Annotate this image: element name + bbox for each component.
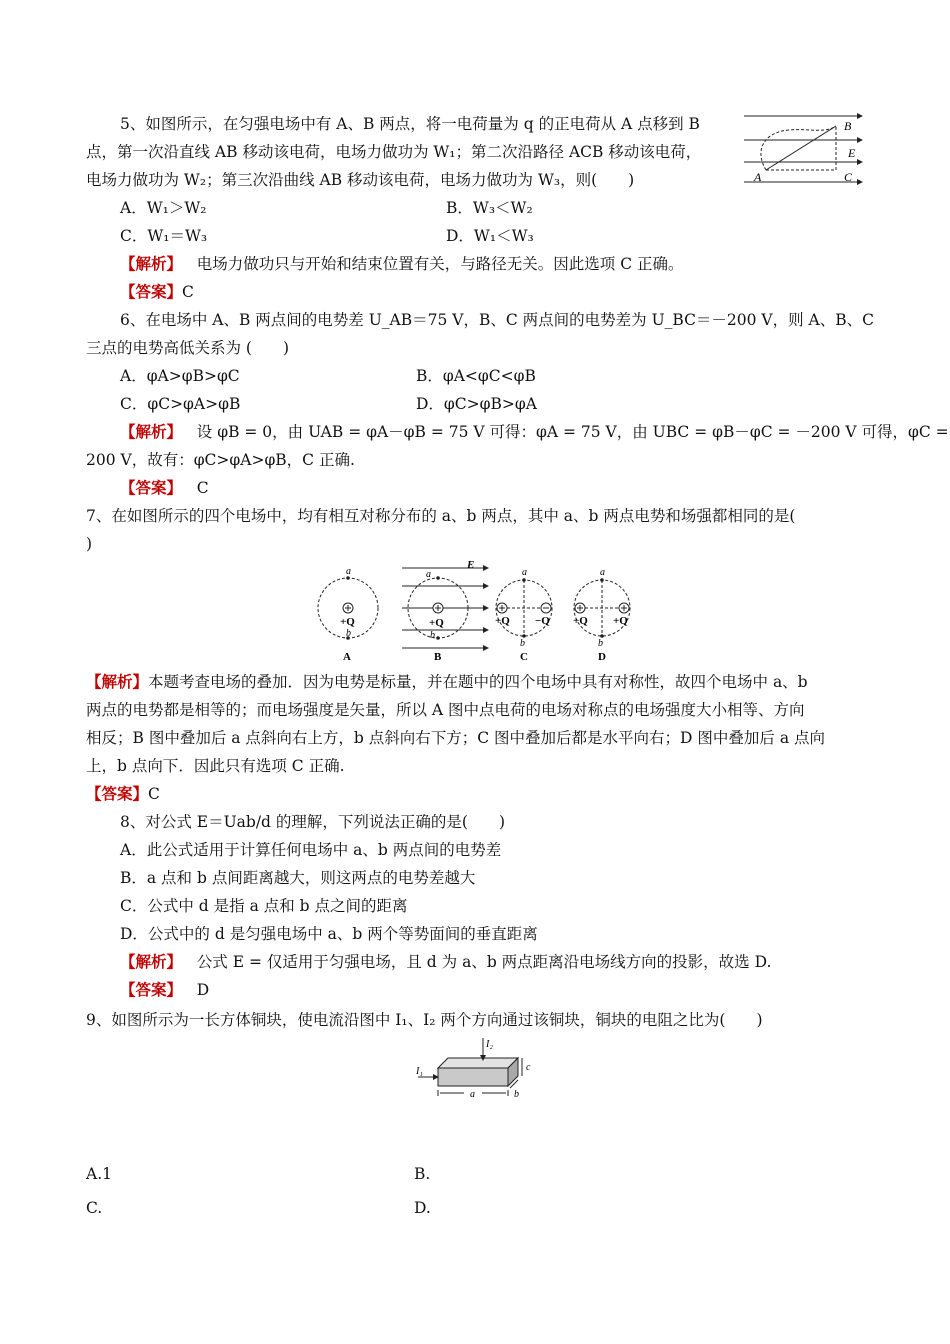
q7-caption-d: D <box>598 651 606 663</box>
q7-fig-d-label-a: a <box>600 567 605 578</box>
q7-answer-text: C <box>148 785 160 803</box>
q7-stem-line2: ) <box>86 535 93 553</box>
q7-fig-b-label-a: a <box>426 569 431 580</box>
q6-answer <box>120 478 209 498</box>
q7-fig-d-charge-left: +Q <box>573 615 588 627</box>
q7-stem-line1: 7、在如图所示的四个电场中，均有相互对称分布的 a、b 两点，其中 a、b 两点电势和场强都相同的是( <box>86 507 796 525</box>
q7-fig-b-charge: +Q <box>429 617 444 629</box>
q9-option-c: C. <box>86 1199 103 1217</box>
q7-caption-a: A <box>343 651 351 663</box>
q7-caption-b: B <box>434 651 442 663</box>
q6-analysis-tag: 【解析】 <box>120 422 183 441</box>
q6-answer-text: C <box>196 479 209 497</box>
q9-option-d: D. <box>414 1199 431 1217</box>
q6-option-b: B．φA<φC<φB <box>416 367 536 385</box>
q7-fig-b-label-b: b <box>430 630 435 641</box>
q5-fig-label-a: A <box>754 170 762 184</box>
q8-analysis-text: 公式 E = 仅适用于匀强电场，且 d 为 a、b 两点距离沿电场线方向的投影，故选 D. <box>196 953 772 971</box>
q5-option-d: D．W₁＜W₃ <box>446 227 534 245</box>
q8-option-b: B．a 点和 b 点间距离越大，则这两点的电势差越大 <box>120 869 476 887</box>
q7-analysis <box>86 672 808 692</box>
q5-field-figure <box>744 110 866 190</box>
q6-analysis-text1: 设 φB = 0，由 UAB = φA－φB = 75 V 可得：φA = 75 V，由 UBC = φB－φC = －200 V 可得，φC = <box>196 423 949 441</box>
q7-analysis-text4: 上，b 点向下．因此只有选项 C 正确. <box>86 757 345 775</box>
q9-option-b: B. <box>414 1165 431 1183</box>
q8-option-c: C．公式中 d 是指 a 点和 b 点之间的距离 <box>120 897 408 915</box>
q7-fig-a-charge: +Q <box>340 616 355 628</box>
q7-fig-c-label-a: a <box>522 567 527 578</box>
q9-fig-label-i2: I₂ <box>486 1039 493 1050</box>
q5-fig-label-e: E <box>848 146 856 160</box>
q7-fig-a-label-b: b <box>346 628 351 639</box>
q5-option-c: C．W₁＝W₃ <box>120 227 208 245</box>
q6-answer-tag: 【答案】 <box>120 478 183 497</box>
q8-answer <box>120 980 209 1000</box>
q6-stem-line1: 6、在电场中 A、B 两点间的电势差 U_AB＝75 V，B、C 两点间的电势差为 U_BC＝－200 V，则 A、B、C <box>120 311 874 329</box>
q7-analysis-text2: 两点的电势都是相等的；而电场强度是矢量，所以 A 图中点电荷的电场对称点的电场强度大小相等、方向 <box>86 701 805 719</box>
q6-option-c: C．φC>φA>φB <box>120 395 241 413</box>
q6-analysis-text2: 200 V，故有：φC>φA>φB，C 正确. <box>86 451 355 469</box>
q8-option-d: D．公式中的 d 是匀强电场中 a、b 两个等势面间的垂直距离 <box>120 925 538 943</box>
q8-option-a: A．此公式适用于计算任何电场中 a、b 两点间的电势差 <box>120 841 502 859</box>
q7-fig-d-charge-right: +Q <box>613 615 628 627</box>
q5-answer-text: C <box>182 283 194 301</box>
q5-fig-label-b: B <box>844 119 852 133</box>
q5-stem-line1: 5、如图所示，在匀强电场中有 A、B 两点，将一电荷量为 q 的正电荷从 A 点移到 B <box>120 115 700 133</box>
q8-answer-text: D <box>196 981 210 999</box>
q7-analysis-text1: 本题考查电场的叠加．因为电势是标量，并在题中的四个电场中具有对称性，故四个电场中 a、b <box>148 673 808 691</box>
q9-copper-block-figure <box>412 1036 542 1102</box>
q5-analysis-tag: 【解析】 <box>120 254 183 273</box>
q7-fig-c-label-b: b <box>520 638 525 649</box>
q9-fig-label-b: b <box>514 1089 519 1100</box>
q9-fig-label-a: a <box>470 1089 475 1100</box>
q5-answer <box>120 282 194 302</box>
q7-fig-c-charge-pos: +Q <box>495 615 510 627</box>
q7-fig-c-charge-neg: −Q <box>535 615 550 627</box>
q6-option-d: D．φC>φB>φA <box>416 395 537 413</box>
q7-caption-c: C <box>520 651 528 663</box>
q9-fig-label-i1: I₁ <box>416 1066 423 1077</box>
q7-analysis-tag: 【解析】 <box>86 672 149 691</box>
q8-stem: 8、对公式 E＝Uab/d 的理解，下列说法正确的是( ) <box>120 813 505 831</box>
q7-analysis-text3: 相反；B 图中叠加后 a 点斜向右上方，b 点斜向右下方；C 图中叠加后都是水平向右；D 图中叠加后 a 点向 <box>86 729 826 747</box>
q5-fig-label-c: C <box>844 170 853 184</box>
q5-analysis-text: 电场力做功只与开始和结束位置有关，与路径无关。因此选项 C 正确。 <box>196 255 684 273</box>
q9-option-a: A.1 <box>86 1165 112 1183</box>
q7-answer <box>86 784 160 804</box>
q6-stem-line2: 三点的电势高低关系为 ( ) <box>86 339 290 357</box>
q5-option-a: A．W₁＞W₂ <box>120 199 207 217</box>
q8-answer-tag: 【答案】 <box>120 980 183 999</box>
q6-analysis <box>120 422 949 442</box>
q9-stem: 9、如图所示为一长方体铜块，使电流沿图中 I₁、I₂ 两个方向通过该铜块，铜块的电阻之比为( ) <box>86 1011 763 1029</box>
q9-fig-label-c: c <box>526 1062 531 1073</box>
q7-four-fields-figure <box>310 560 650 668</box>
q7-fig-d-label-b: b <box>598 638 603 649</box>
q5-stem-line2: 点，第一次沿直线 AB 移动该电荷，电场力做功为 W₁；第二次沿路径 ACB 移动该电荷， <box>86 143 702 161</box>
q5-answer-tag: 【答案】 <box>120 282 183 301</box>
q7-fig-b-label-e: E <box>467 560 475 571</box>
q6-option-a: A．φA>φB>φC <box>120 367 240 385</box>
q7-fig-a-label-a: a <box>346 566 351 577</box>
q7-answer-tag: 【答案】 <box>86 784 149 803</box>
q8-analysis-tag: 【解析】 <box>120 952 183 971</box>
q5-stem-line3: 电场力做功为 W₂；第三次沿曲线 AB 移动该电荷，电场力做功为 W₃，则( ) <box>86 171 635 189</box>
q5-option-b: B．W₃＜W₂ <box>446 199 533 217</box>
q5-analysis <box>120 254 684 274</box>
q8-analysis <box>120 952 771 972</box>
